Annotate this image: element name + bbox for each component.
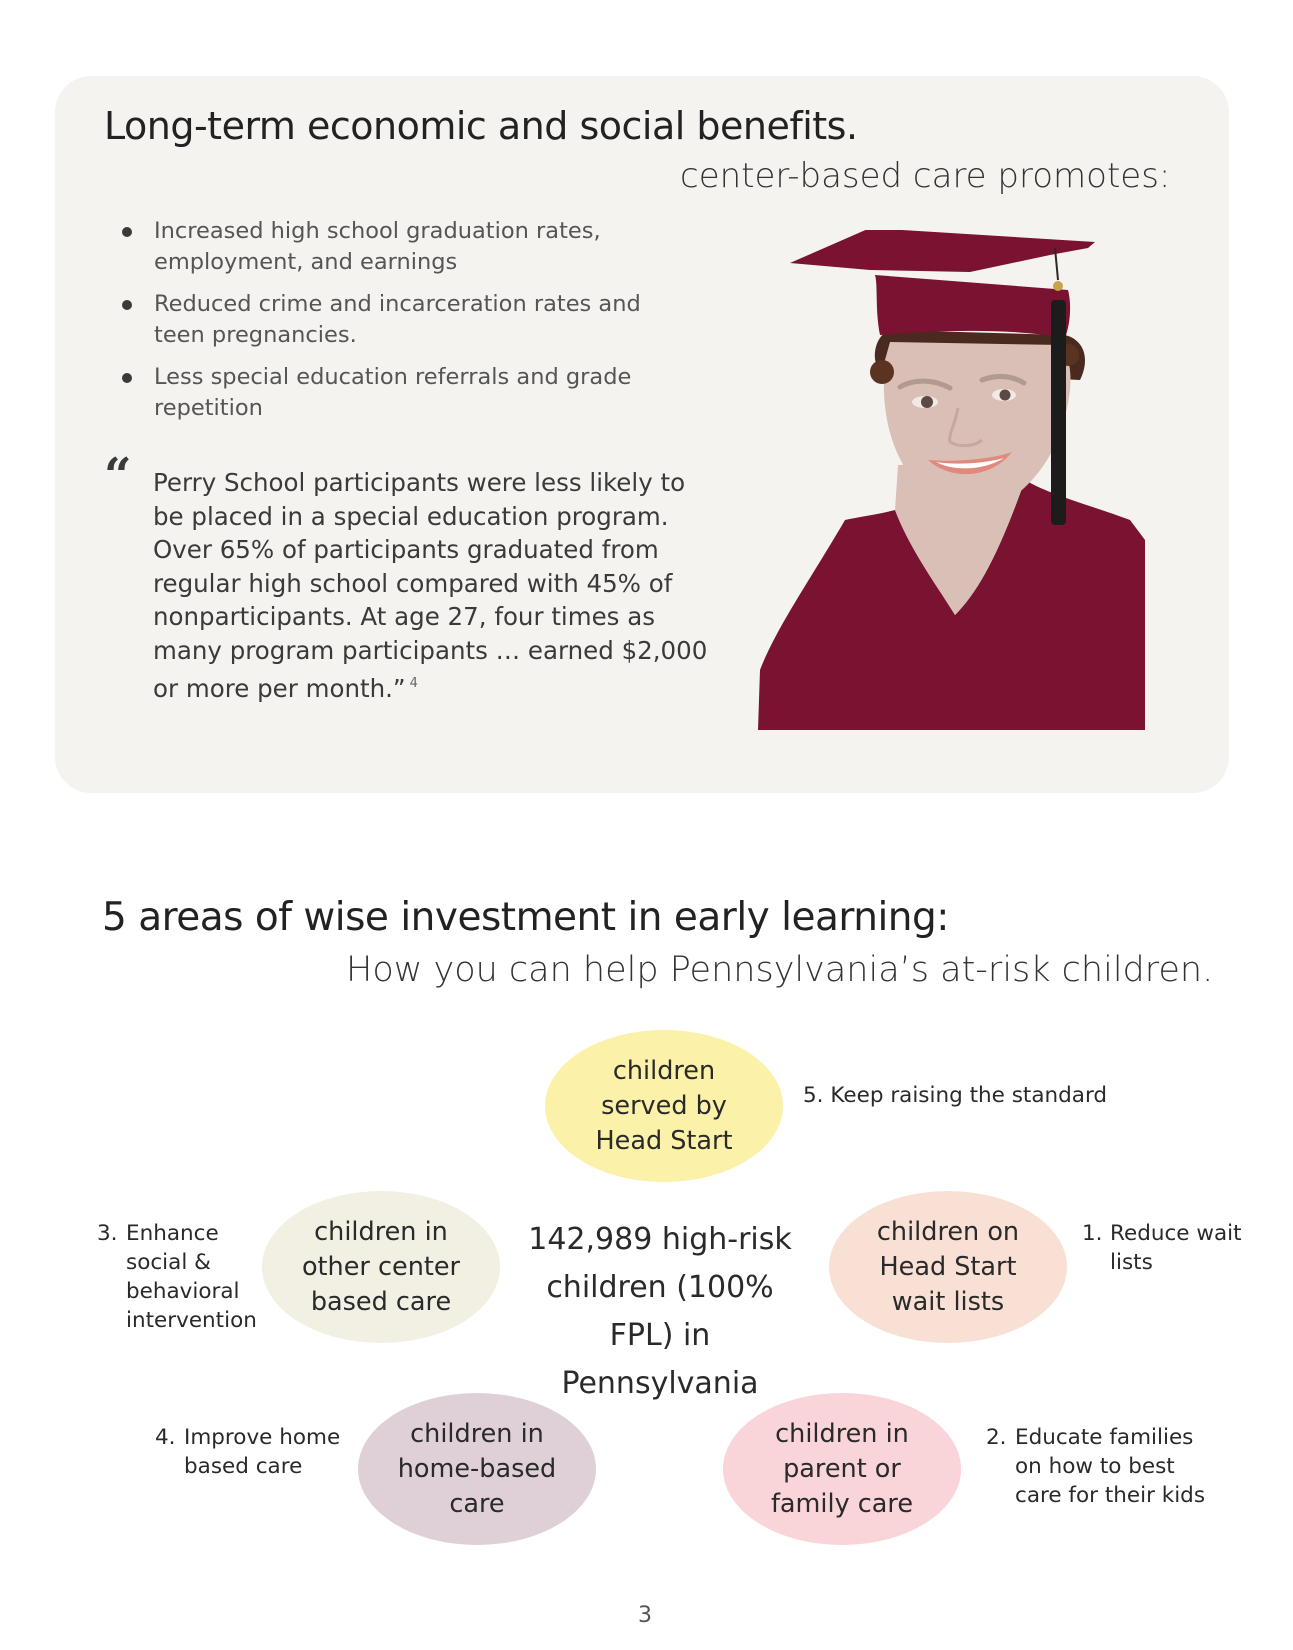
area-text: Educate families on how to best care for their kids [1015,1425,1206,1508]
area-number: 1. [1082,1221,1103,1246]
benefit-item [120,362,680,424]
perry-school-quote [153,466,713,706]
area-number: 3. [97,1221,118,1246]
bullet-dot-icon [122,300,132,310]
area-number: 5. [803,1083,824,1108]
benefits-title: Long-term economic and social benefits. [104,104,858,148]
area-text: Improve home based care [184,1425,341,1479]
cap-shape [875,275,1070,338]
quote-text: Perry School participants were less likely to be placed in a special education program. Over 65% of participants graduated from regular high school compared with 45% of nonparticipants. At age 27, four times as many program participants … earned $2,000 or more per month.” [153,468,708,703]
ellipse-wait-lists [829,1191,1067,1343]
area-item-1 [1082,1219,1242,1277]
ellipse-parent-family-care [723,1393,961,1545]
ellipse-label: children in home-based care [397,1418,557,1519]
area-number: 2. [986,1425,1007,1450]
benefit-item [120,216,680,278]
area-text: Keep raising the standard [830,1083,1108,1108]
ellipse-label: children in other center based care [301,1216,461,1317]
investment-title: 5 areas of wise investment in early learning: [102,895,949,940]
area-item-4 [155,1423,355,1481]
area-text: Enhance social & behavioral intervention [126,1221,257,1333]
ellipse-home-based-care [358,1393,596,1545]
quote-mark-icon: “ [104,448,132,504]
bullet-dot-icon [122,227,132,237]
center-statistic: 142,989 high-risk children (100% FPL) in Pennsylvania [528,1222,792,1401]
area-number: 4. [155,1425,176,1450]
benefit-item [120,289,680,351]
bullet-dot-icon [122,373,132,383]
area-item-2 [986,1423,1216,1510]
tassel-shape [1051,300,1066,525]
ellipse-other-center-care [262,1191,500,1343]
benefit-text: Reduced crime and incarceration rates and teen pregnancies. [154,291,641,348]
investment-subtitle: How you can help Pennsylvania’s at-risk children. [346,950,1214,990]
benefits-list [120,216,680,435]
ellipse-head-start [545,1030,783,1182]
area-item-3 [97,1219,267,1335]
area-item-5 [803,1081,1107,1110]
benefits-subtitle: center-based care promotes: [680,156,1171,196]
quote-footnote-ref: 4 [409,676,418,691]
area-text: Reduce wait lists [1110,1221,1242,1275]
page-number: 3 [638,1603,652,1628]
benefit-text: Less special education referrals and grade repetition [154,364,632,421]
benefit-text: Increased high school graduation rates, employment, and earnings [154,218,601,275]
ellipse-label: children on Head Start wait lists [876,1216,1020,1317]
ellipse-label: children served by Head Start [595,1055,733,1156]
ellipse-label: children in parent or family care [770,1418,914,1519]
graduate-illustration [750,230,1150,730]
mortarboard-shape [790,230,1095,272]
